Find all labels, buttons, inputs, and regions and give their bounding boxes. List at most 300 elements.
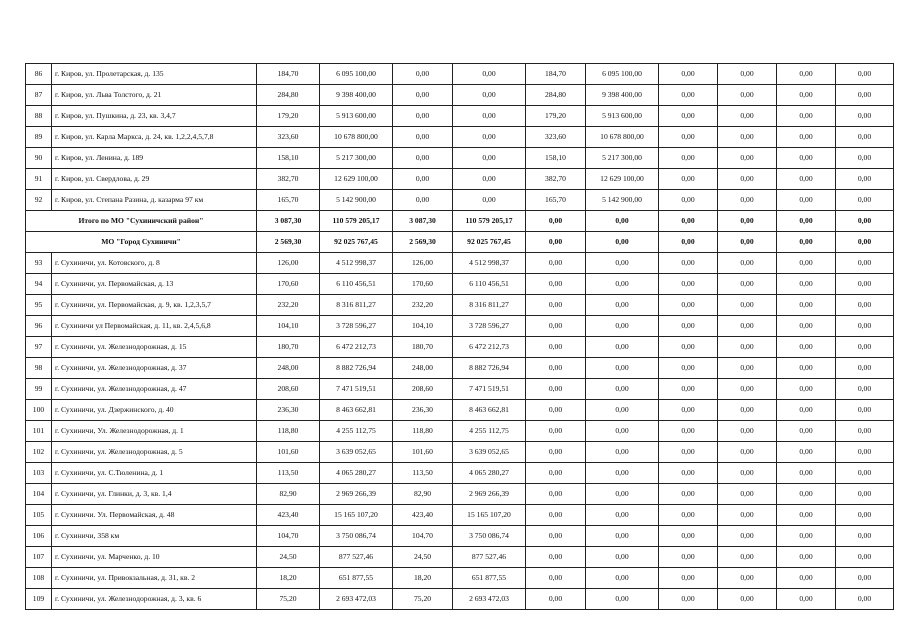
value-cell: 0,00 <box>586 316 659 337</box>
value-cell: 0,00 <box>393 169 453 190</box>
value-cell: 0,00 <box>586 358 659 379</box>
value-cell: 0,00 <box>453 127 526 148</box>
value-cell: 104,10 <box>393 316 453 337</box>
total-value-cell: 110 579 205,17 <box>320 211 393 232</box>
row-number-cell: 101 <box>26 421 52 442</box>
table-row <box>26 400 894 421</box>
value-cell: 5 913 600,00 <box>586 106 659 127</box>
value-cell: 0,00 <box>586 568 659 589</box>
value-cell: 0,00 <box>659 169 718 190</box>
value-cell: 0,00 <box>718 295 777 316</box>
value-cell: 18,20 <box>393 568 453 589</box>
value-cell: 15 165 107,20 <box>320 505 393 526</box>
row-number-cell: 102 <box>26 442 52 463</box>
row-number-cell: 97 <box>26 337 52 358</box>
table-row <box>26 274 894 295</box>
total-value-cell: 0,00 <box>526 232 586 253</box>
row-number-cell: 98 <box>26 358 52 379</box>
value-cell: 877 527,46 <box>453 547 526 568</box>
value-cell: 0,00 <box>586 253 659 274</box>
table-row <box>26 463 894 484</box>
value-cell: 0,00 <box>526 253 586 274</box>
value-cell: 0,00 <box>586 526 659 547</box>
value-cell: 0,00 <box>777 253 836 274</box>
value-cell: 0,00 <box>836 526 894 547</box>
value-cell: 0,00 <box>586 337 659 358</box>
address-cell: г. Сухиничи, ул. Первомайская, д. 9, кв. 1,2,3,5,7 <box>52 295 257 316</box>
table-row <box>26 442 894 463</box>
value-cell: 0,00 <box>659 505 718 526</box>
value-cell: 0,00 <box>836 337 894 358</box>
value-cell: 18,20 <box>257 568 320 589</box>
value-cell: 0,00 <box>777 442 836 463</box>
value-cell: 0,00 <box>393 64 453 85</box>
table-row <box>26 589 894 610</box>
value-cell: 236,30 <box>393 400 453 421</box>
total-label: Итого по МО "Сухиничский район" <box>26 211 257 232</box>
value-cell: 0,00 <box>836 253 894 274</box>
value-cell: 0,00 <box>393 148 453 169</box>
row-number-cell: 100 <box>26 400 52 421</box>
value-cell: 423,40 <box>257 505 320 526</box>
value-cell: 10 678 800,00 <box>586 127 659 148</box>
value-cell: 24,50 <box>393 547 453 568</box>
value-cell: 284,80 <box>257 85 320 106</box>
value-cell: 0,00 <box>777 169 836 190</box>
value-cell: 0,00 <box>836 568 894 589</box>
value-cell: 0,00 <box>777 463 836 484</box>
value-cell: 0,00 <box>718 127 777 148</box>
value-cell: 0,00 <box>718 421 777 442</box>
table-row <box>26 106 894 127</box>
value-cell: 323,60 <box>526 127 586 148</box>
value-cell: 0,00 <box>659 337 718 358</box>
value-cell: 0,00 <box>718 106 777 127</box>
value-cell: 0,00 <box>453 64 526 85</box>
value-cell: 0,00 <box>393 127 453 148</box>
value-cell: 7 471 519,51 <box>320 379 393 400</box>
address-cell: г. Киров, ул. Свердлова, д. 29 <box>52 169 257 190</box>
value-cell: 0,00 <box>659 295 718 316</box>
row-number-cell: 90 <box>26 148 52 169</box>
address-cell: г. Сухиничи, ул. С.Тюленина, д. 1 <box>52 463 257 484</box>
address-cell: г. Сухиничи, ул. Железнодорожная, д. 3, кв. 6 <box>52 589 257 610</box>
value-cell: 323,60 <box>257 127 320 148</box>
value-cell: 165,70 <box>526 190 586 211</box>
total-value-cell: 0,00 <box>836 211 894 232</box>
value-cell: 118,80 <box>257 421 320 442</box>
value-cell: 0,00 <box>453 190 526 211</box>
value-cell: 5 142 900,00 <box>320 190 393 211</box>
value-cell: 0,00 <box>777 526 836 547</box>
value-cell: 0,00 <box>718 190 777 211</box>
value-cell: 165,70 <box>257 190 320 211</box>
address-cell: г. Сухиничи ул Первомайская, д. 11, кв. 2,4,5,6,8 <box>52 316 257 337</box>
address-cell: г. Киров, ул. Степана Разина, д. казарма 97 км <box>52 190 257 211</box>
value-cell: 0,00 <box>777 148 836 169</box>
value-cell: 0,00 <box>659 442 718 463</box>
total-value-cell: 0,00 <box>526 211 586 232</box>
value-cell: 248,00 <box>257 358 320 379</box>
value-cell: 5 142 900,00 <box>586 190 659 211</box>
value-cell: 104,70 <box>393 526 453 547</box>
value-cell: 0,00 <box>777 127 836 148</box>
table-row <box>26 421 894 442</box>
address-cell: г. Сухиничи, ул. Дзержинского, д. 40 <box>52 400 257 421</box>
value-cell: 0,00 <box>718 568 777 589</box>
value-cell: 0,00 <box>526 400 586 421</box>
table-row <box>26 484 894 505</box>
value-cell: 0,00 <box>586 295 659 316</box>
value-cell: 82,90 <box>257 484 320 505</box>
value-cell: 15 165 107,20 <box>453 505 526 526</box>
value-cell: 5 217 300,00 <box>586 148 659 169</box>
table-total-row <box>26 232 894 253</box>
value-cell: 0,00 <box>586 379 659 400</box>
value-cell: 2 969 266,39 <box>320 484 393 505</box>
value-cell: 8 316 811,27 <box>453 295 526 316</box>
total-label: МО "Город Сухиничи" <box>26 232 257 253</box>
table-row <box>26 64 894 85</box>
value-cell: 0,00 <box>659 484 718 505</box>
value-cell: 3 728 596,27 <box>320 316 393 337</box>
value-cell: 236,30 <box>257 400 320 421</box>
total-value-cell: 3 087,30 <box>393 211 453 232</box>
row-number-cell: 105 <box>26 505 52 526</box>
address-cell: г. Киров, ул. Пролетарская, д. 135 <box>52 64 257 85</box>
row-number-cell: 95 <box>26 295 52 316</box>
value-cell: 118,80 <box>393 421 453 442</box>
value-cell: 0,00 <box>586 505 659 526</box>
row-number-cell: 107 <box>26 547 52 568</box>
value-cell: 0,00 <box>586 274 659 295</box>
value-cell: 170,60 <box>257 274 320 295</box>
table-total-row <box>26 211 894 232</box>
value-cell: 180,70 <box>393 337 453 358</box>
value-cell: 9 398 400,00 <box>320 85 393 106</box>
value-cell: 0,00 <box>836 169 894 190</box>
value-cell: 179,20 <box>526 106 586 127</box>
value-cell: 0,00 <box>659 148 718 169</box>
value-cell: 0,00 <box>659 379 718 400</box>
value-cell: 0,00 <box>718 316 777 337</box>
value-cell: 75,20 <box>257 589 320 610</box>
value-cell: 0,00 <box>836 379 894 400</box>
address-cell: г. Сухиничи, ул. Марченко, д. 10 <box>52 547 257 568</box>
value-cell: 0,00 <box>718 547 777 568</box>
value-cell: 4 512 998,37 <box>320 253 393 274</box>
value-cell: 3 750 086,74 <box>320 526 393 547</box>
value-cell: 0,00 <box>777 190 836 211</box>
value-cell: 0,00 <box>659 127 718 148</box>
housing-registry-table <box>25 63 894 610</box>
value-cell: 0,00 <box>836 274 894 295</box>
value-cell: 0,00 <box>777 274 836 295</box>
value-cell: 0,00 <box>718 85 777 106</box>
value-cell: 0,00 <box>836 421 894 442</box>
value-cell: 101,60 <box>393 442 453 463</box>
value-cell: 6 472 212,73 <box>453 337 526 358</box>
value-cell: 0,00 <box>718 379 777 400</box>
value-cell: 0,00 <box>586 589 659 610</box>
value-cell: 0,00 <box>453 148 526 169</box>
row-number-cell: 93 <box>26 253 52 274</box>
address-cell: г. Киров, ул. Карла Маркса, д. 24, кв. 1,2,2,4,5,7,8 <box>52 127 257 148</box>
value-cell: 0,00 <box>659 526 718 547</box>
value-cell: 0,00 <box>836 64 894 85</box>
table-row <box>26 547 894 568</box>
value-cell: 0,00 <box>526 442 586 463</box>
value-cell: 158,10 <box>526 148 586 169</box>
row-number-cell: 88 <box>26 106 52 127</box>
address-cell: г. Сухиничи, ул. Глинки, д. 3, кв. 1,4 <box>52 484 257 505</box>
row-number-cell: 87 <box>26 85 52 106</box>
value-cell: 4 255 112,75 <box>320 421 393 442</box>
value-cell: 0,00 <box>659 274 718 295</box>
total-value-cell: 0,00 <box>836 232 894 253</box>
value-cell: 248,00 <box>393 358 453 379</box>
row-number-cell: 89 <box>26 127 52 148</box>
value-cell: 0,00 <box>718 589 777 610</box>
value-cell: 104,10 <box>257 316 320 337</box>
value-cell: 382,70 <box>257 169 320 190</box>
value-cell: 2 693 472,03 <box>453 589 526 610</box>
value-cell: 0,00 <box>659 421 718 442</box>
value-cell: 4 065 280,27 <box>453 463 526 484</box>
value-cell: 0,00 <box>836 127 894 148</box>
value-cell: 0,00 <box>718 274 777 295</box>
value-cell: 0,00 <box>393 85 453 106</box>
value-cell: 3 728 596,27 <box>453 316 526 337</box>
value-cell: 0,00 <box>659 568 718 589</box>
value-cell: 284,80 <box>526 85 586 106</box>
address-cell: г. Сухиничи, ул. Железнодорожная, д. 47 <box>52 379 257 400</box>
value-cell: 0,00 <box>836 148 894 169</box>
value-cell: 0,00 <box>526 568 586 589</box>
value-cell: 0,00 <box>777 85 836 106</box>
value-cell: 0,00 <box>586 547 659 568</box>
total-value-cell: 0,00 <box>659 232 718 253</box>
value-cell: 0,00 <box>393 190 453 211</box>
value-cell: 113,50 <box>257 463 320 484</box>
value-cell: 7 471 519,51 <box>453 379 526 400</box>
table-row <box>26 526 894 547</box>
table-row <box>26 337 894 358</box>
value-cell: 5 913 600,00 <box>320 106 393 127</box>
value-cell: 0,00 <box>718 337 777 358</box>
value-cell: 0,00 <box>836 85 894 106</box>
value-cell: 0,00 <box>659 253 718 274</box>
value-cell: 0,00 <box>777 337 836 358</box>
value-cell: 126,00 <box>257 253 320 274</box>
value-cell: 382,70 <box>526 169 586 190</box>
row-number-cell: 92 <box>26 190 52 211</box>
total-value-cell: 0,00 <box>659 211 718 232</box>
value-cell: 101,60 <box>257 442 320 463</box>
value-cell: 2 969 266,39 <box>453 484 526 505</box>
value-cell: 0,00 <box>718 64 777 85</box>
value-cell: 877 527,46 <box>320 547 393 568</box>
value-cell: 0,00 <box>659 64 718 85</box>
value-cell: 3 750 086,74 <box>453 526 526 547</box>
value-cell: 0,00 <box>453 85 526 106</box>
value-cell: 4 512 998,37 <box>453 253 526 274</box>
value-cell: 208,60 <box>257 379 320 400</box>
value-cell: 0,00 <box>586 421 659 442</box>
value-cell: 423,40 <box>393 505 453 526</box>
total-value-cell: 2 569,30 <box>393 232 453 253</box>
table-row <box>26 358 894 379</box>
value-cell: 0,00 <box>526 316 586 337</box>
value-cell: 75,20 <box>393 589 453 610</box>
table-row <box>26 316 894 337</box>
value-cell: 0,00 <box>526 379 586 400</box>
value-cell: 0,00 <box>836 190 894 211</box>
value-cell: 0,00 <box>586 463 659 484</box>
address-cell: г. Сухиничи, ул. Железнодорожная, д. 5 <box>52 442 257 463</box>
table-row <box>26 379 894 400</box>
table-row <box>26 148 894 169</box>
value-cell: 0,00 <box>777 547 836 568</box>
value-cell: 8 316 811,27 <box>320 295 393 316</box>
value-cell: 232,20 <box>257 295 320 316</box>
table-row <box>26 85 894 106</box>
row-number-cell: 103 <box>26 463 52 484</box>
value-cell: 0,00 <box>836 400 894 421</box>
value-cell: 0,00 <box>836 505 894 526</box>
table-row <box>26 169 894 190</box>
value-cell: 0,00 <box>836 463 894 484</box>
value-cell: 0,00 <box>526 484 586 505</box>
table-row <box>26 190 894 211</box>
value-cell: 0,00 <box>777 358 836 379</box>
value-cell: 0,00 <box>777 505 836 526</box>
address-cell: г. Сухиничи, ул. Железнодорожная, д. 37 <box>52 358 257 379</box>
value-cell: 0,00 <box>718 358 777 379</box>
value-cell: 0,00 <box>718 148 777 169</box>
total-value-cell: 0,00 <box>718 232 777 253</box>
value-cell: 0,00 <box>526 547 586 568</box>
value-cell: 0,00 <box>453 169 526 190</box>
value-cell: 0,00 <box>718 253 777 274</box>
table-row <box>26 505 894 526</box>
value-cell: 0,00 <box>453 106 526 127</box>
value-cell: 0,00 <box>836 106 894 127</box>
address-cell: г. Сухиничи, 358 км <box>52 526 257 547</box>
total-value-cell: 92 025 767,45 <box>320 232 393 253</box>
value-cell: 0,00 <box>526 589 586 610</box>
total-value-cell: 110 579 205,17 <box>453 211 526 232</box>
table-row <box>26 568 894 589</box>
row-number-cell: 108 <box>26 568 52 589</box>
address-cell: г. Сухиничи. Ул. Первомайская, д. 48 <box>52 505 257 526</box>
total-value-cell: 3 087,30 <box>257 211 320 232</box>
registry-sheet <box>25 63 894 610</box>
value-cell: 651 877,55 <box>453 568 526 589</box>
address-cell: г. Сухиничи, ул. Привокзальная, д. 31, кв. 2 <box>52 568 257 589</box>
value-cell: 179,20 <box>257 106 320 127</box>
value-cell: 0,00 <box>526 421 586 442</box>
value-cell: 0,00 <box>777 295 836 316</box>
value-cell: 0,00 <box>586 442 659 463</box>
value-cell: 0,00 <box>836 589 894 610</box>
value-cell: 0,00 <box>659 358 718 379</box>
value-cell: 0,00 <box>659 316 718 337</box>
value-cell: 0,00 <box>718 484 777 505</box>
value-cell: 10 678 800,00 <box>320 127 393 148</box>
value-cell: 6 110 456,51 <box>453 274 526 295</box>
address-cell: г. Сухиничи, ул. Железнодорожная, д. 15 <box>52 337 257 358</box>
address-cell: г. Киров, ул. Ленина, д. 189 <box>52 148 257 169</box>
value-cell: 6 095 100,00 <box>320 64 393 85</box>
value-cell: 0,00 <box>526 358 586 379</box>
value-cell: 0,00 <box>659 106 718 127</box>
value-cell: 6 095 100,00 <box>586 64 659 85</box>
value-cell: 0,00 <box>718 442 777 463</box>
value-cell: 0,00 <box>526 463 586 484</box>
row-number-cell: 109 <box>26 589 52 610</box>
address-cell: г. Сухиничи, Ул. Железнодорожная, д. 1 <box>52 421 257 442</box>
value-cell: 180,70 <box>257 337 320 358</box>
value-cell: 0,00 <box>836 358 894 379</box>
value-cell: 4 255 112,75 <box>453 421 526 442</box>
value-cell: 0,00 <box>836 442 894 463</box>
row-number-cell: 91 <box>26 169 52 190</box>
value-cell: 0,00 <box>836 484 894 505</box>
value-cell: 8 882 726,94 <box>320 358 393 379</box>
address-cell: г. Киров, ул. Пушкина, д. 23, кв. 3,4,7 <box>52 106 257 127</box>
value-cell: 0,00 <box>718 505 777 526</box>
value-cell: 0,00 <box>777 379 836 400</box>
total-value-cell: 0,00 <box>777 232 836 253</box>
value-cell: 0,00 <box>526 505 586 526</box>
total-value-cell: 92 025 767,45 <box>453 232 526 253</box>
table-body <box>26 64 894 610</box>
value-cell: 0,00 <box>659 463 718 484</box>
value-cell: 0,00 <box>659 400 718 421</box>
value-cell: 24,50 <box>257 547 320 568</box>
value-cell: 0,00 <box>659 547 718 568</box>
value-cell: 0,00 <box>777 568 836 589</box>
value-cell: 4 065 280,27 <box>320 463 393 484</box>
address-cell: г. Сухиничи, ул. Первомайская, д. 13 <box>52 274 257 295</box>
value-cell: 12 629 100,00 <box>320 169 393 190</box>
value-cell: 113,50 <box>393 463 453 484</box>
value-cell: 0,00 <box>836 547 894 568</box>
value-cell: 12 629 100,00 <box>586 169 659 190</box>
value-cell: 0,00 <box>718 400 777 421</box>
value-cell: 184,70 <box>257 64 320 85</box>
total-value-cell: 0,00 <box>586 211 659 232</box>
value-cell: 3 639 052,65 <box>320 442 393 463</box>
value-cell: 208,60 <box>393 379 453 400</box>
value-cell: 0,00 <box>777 484 836 505</box>
value-cell: 0,00 <box>526 526 586 547</box>
row-number-cell: 104 <box>26 484 52 505</box>
value-cell: 8 463 662,81 <box>320 400 393 421</box>
value-cell: 0,00 <box>777 421 836 442</box>
total-value-cell: 0,00 <box>718 211 777 232</box>
value-cell: 0,00 <box>586 484 659 505</box>
value-cell: 82,90 <box>393 484 453 505</box>
value-cell: 0,00 <box>777 589 836 610</box>
value-cell: 0,00 <box>393 106 453 127</box>
value-cell: 0,00 <box>836 295 894 316</box>
value-cell: 232,20 <box>393 295 453 316</box>
value-cell: 0,00 <box>526 337 586 358</box>
total-value-cell: 0,00 <box>777 211 836 232</box>
table-row <box>26 127 894 148</box>
